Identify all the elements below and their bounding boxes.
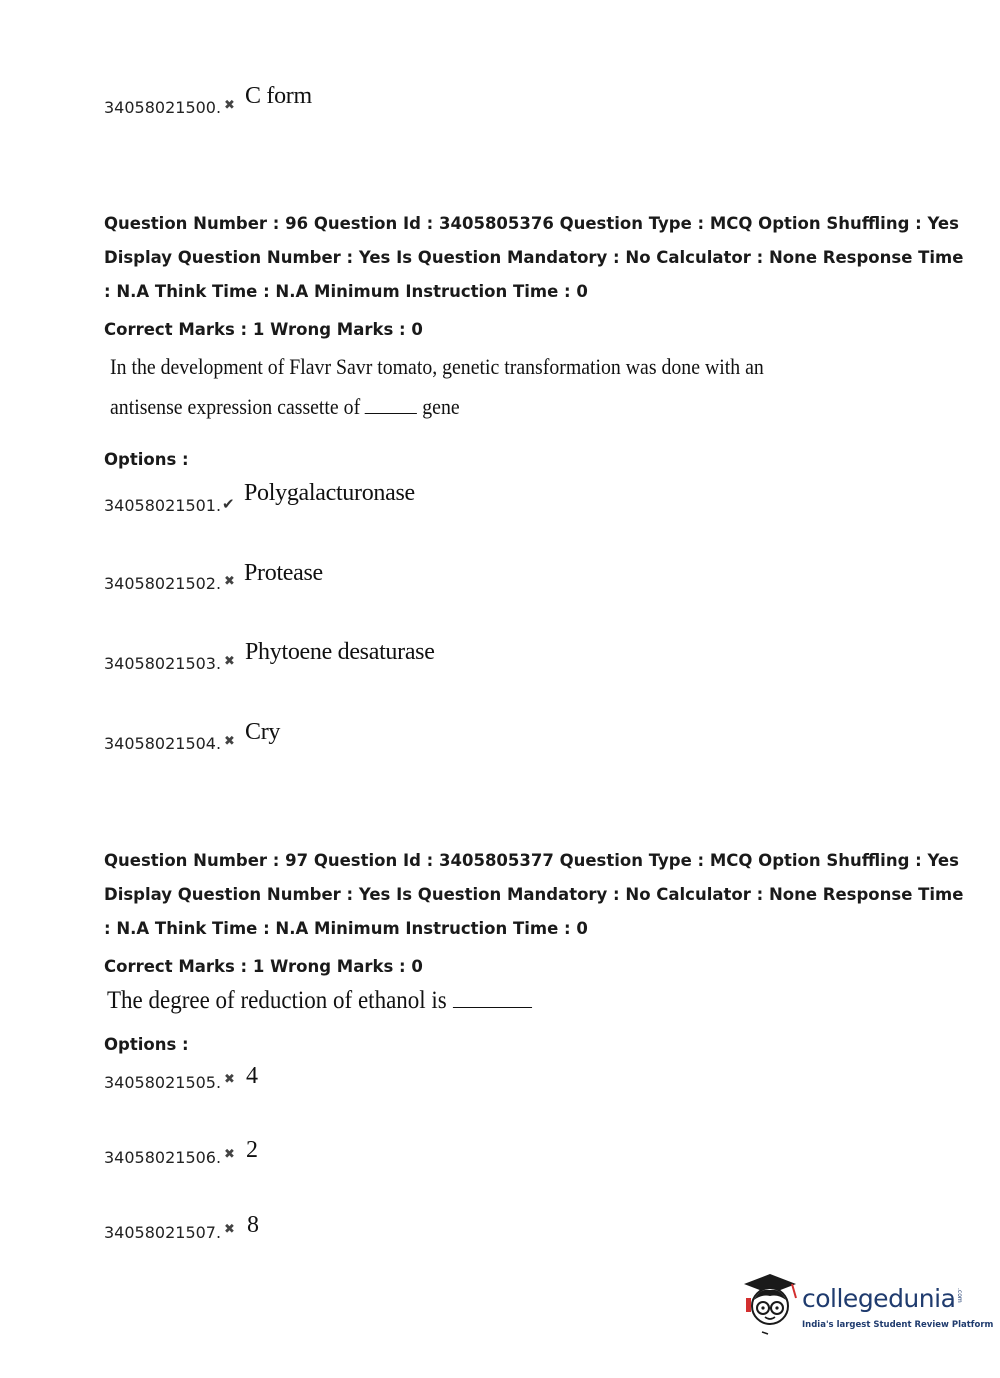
question-text-part: antisense expression cassette of: [110, 394, 361, 419]
logo-tagline: India's largest Student Review Platform: [802, 1320, 994, 1330]
option-text: 4: [246, 1063, 258, 1089]
question-text-part: The degree of reduction of ethanol is: [107, 987, 447, 1014]
wrong-mark-icon: ✖: [224, 574, 235, 589]
option-text: Cry: [245, 719, 281, 745]
question-meta-line: : N.A Think Time : N.A Minimum Instruction Time : 0: [104, 282, 588, 301]
answer-blank: [365, 395, 417, 414]
question-text: In the development of Flavr Savr tomato, genetic transformation was done with an: [110, 354, 764, 379]
wrong-mark-icon: ✖: [224, 654, 235, 669]
options-label: Options :: [104, 450, 189, 469]
option-id: 34058021505.: [104, 1073, 222, 1092]
question-marks: Correct Marks : 1 Wrong Marks : 0: [104, 957, 423, 976]
question-meta-line: Question Number : 97 Question Id : 3405805377 Question Type : MCQ Option Shuffling : Yes: [104, 851, 959, 870]
correct-mark-icon: ✔: [222, 495, 235, 513]
option-id: 34058021507.: [104, 1223, 222, 1242]
wrong-mark-icon: ✖: [224, 98, 235, 113]
question-text: [110, 394, 460, 420]
wrong-mark-icon: ✖: [224, 1222, 235, 1237]
option-text: 2: [246, 1137, 258, 1163]
question-marks: Correct Marks : 1 Wrong Marks : 0: [104, 320, 423, 339]
question-text: [107, 987, 532, 1015]
option-text: Protease: [244, 560, 323, 586]
logo-wordmark: collegedunia: [802, 1284, 956, 1313]
logo-suffix: .com: [956, 1288, 963, 1303]
question-meta-line: Display Question Number : Yes Is Question Mandatory : No Calculator : None Response Time: [104, 248, 964, 267]
collegedunia-logo: [740, 1272, 994, 1342]
option-id: 34058021504.: [104, 734, 222, 753]
option-text: Phytoene desaturase: [245, 639, 435, 665]
wrong-mark-icon: ✖: [224, 1072, 235, 1087]
question-meta-line: Question Number : 96 Question Id : 3405805376 Question Type : MCQ Option Shuffling : Yes: [104, 214, 959, 233]
option-text: 8: [247, 1212, 259, 1238]
option-id: 34058021503.: [104, 654, 222, 673]
option-text: C form: [245, 83, 312, 109]
mascot-icon: [740, 1272, 802, 1342]
wrong-mark-icon: ✖: [224, 1147, 235, 1162]
answer-blank: [453, 989, 532, 1008]
question-meta-line: : N.A Think Time : N.A Minimum Instruction Time : 0: [104, 919, 588, 938]
question-text-part: gene: [422, 394, 460, 419]
options-label: Options :: [104, 1035, 189, 1054]
wrong-mark-icon: ✖: [224, 734, 235, 749]
option-text: Polygalacturonase: [244, 480, 415, 506]
option-id: 34058021502.: [104, 574, 222, 593]
option-id: 34058021500.: [104, 98, 222, 117]
option-id: 34058021506.: [104, 1148, 222, 1167]
option-id: 34058021501.: [104, 496, 222, 515]
question-meta-line: Display Question Number : Yes Is Question Mandatory : No Calculator : None Response Time: [104, 885, 964, 904]
